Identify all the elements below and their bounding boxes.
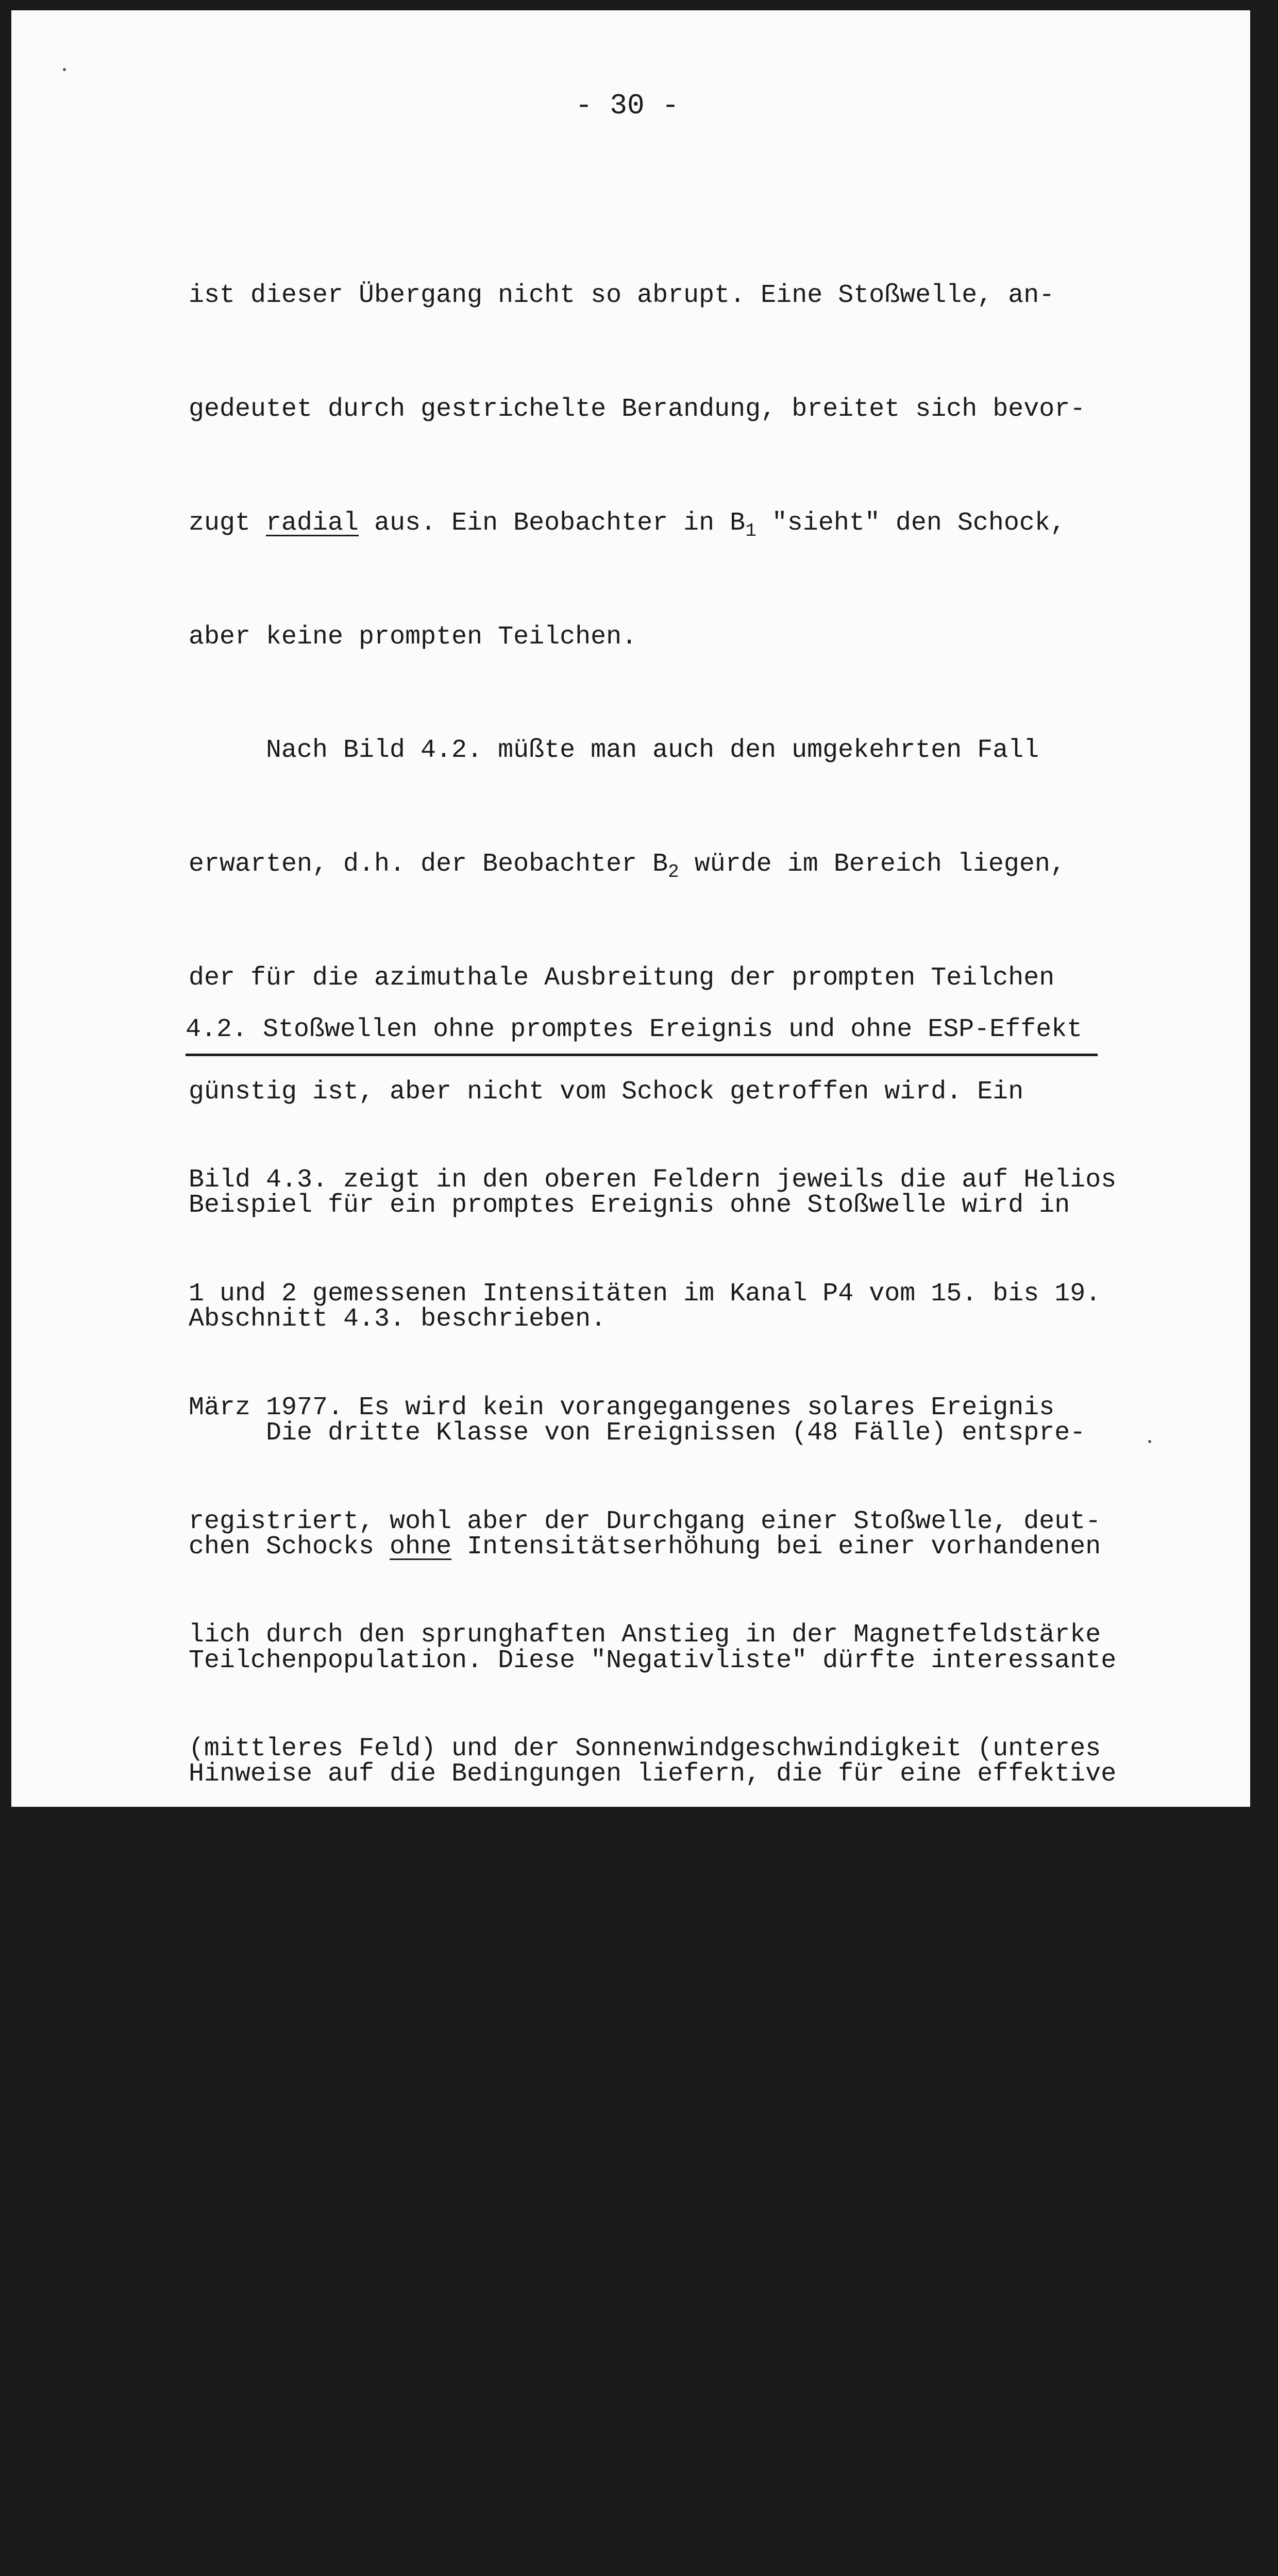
text-segment: aus. Ein Beobachter in B	[359, 508, 746, 538]
text-line: Abschnitt 4.3. beschrieben.	[189, 1304, 607, 1334]
text-line: Bild 4.3. zeigt in den oberen Feldern jeweils die auf Helios	[189, 1165, 1117, 1195]
text-segment: "sieht" den Schock,	[756, 508, 1066, 538]
text-line: Nach Bild 4.2. müßte man auch den umgekehrten Fall	[266, 736, 1039, 766]
text-line: erwarten, der 1 bis 2 1/2 Tage vor Durchgang der Stoßwelle	[189, 2303, 1086, 2332]
text-segment: zugt	[189, 508, 266, 538]
underlined-word-ohne: ohne	[390, 1532, 452, 1562]
text-line: (mittleres Feld) und der Sonnenwindgeschwindigkeit (unteres	[189, 1734, 1101, 1764]
text-line: günstig ist, aber nicht vom Schock getroffen wird. Ein	[189, 1077, 1024, 1107]
text-line: Schock. Die Lage von H1 und H2 relativ zur Sonne ist mitge-	[189, 1961, 1101, 1991]
text-segment: erwarten, d.h. der Beobachter B	[189, 850, 668, 879]
text-line: lich durch den sprunghaften Anstieg in der Magnetfeldstärke	[189, 1620, 1101, 1650]
text-line: Schock-Beschleunigung erforderlich sind. Ein Beispiel dafür	[189, 1873, 1101, 1903]
text-line: Feld) sichtbar. Es handelt sich allerdings um einen schwachen	[189, 1848, 1132, 1877]
text-line: ist dieser Übergang nicht so abrupt. Eine Stoßwelle, an-	[189, 281, 1055, 311]
paper-speck	[1148, 1440, 1151, 1443]
text-segment: chen Schocks	[189, 1532, 390, 1562]
text-line: registriert, wohl aber der Durchgang einer Stoßwelle, deut-	[189, 1506, 1101, 1536]
text-line: 1 und 2 gemessenen Intensitäten im Kanal P4 vom 15. bis 19.	[189, 1279, 1101, 1309]
text-line: März 1977. Es wird kein vorangegangenes solares Ereignis	[189, 1393, 1055, 1422]
text-segment: Intensitätserhöhung bei einer vorhandenen	[451, 1532, 1101, 1562]
text-line: liegt. In diesem Zeitraum werden nur sehr wenige Flares be-	[189, 2416, 1101, 2446]
section-heading: 4.2. Stoßwellen ohne promptes Ereignis und ohne ESP-Effekt	[186, 1015, 1083, 1044]
text-line	[189, 504, 1116, 543]
text-line: Beispiel für ein promptes Ereignis ohne Stoßwelle wird in	[189, 1191, 1070, 1221]
text-segment: würde im Bereich liegen,	[679, 850, 1066, 879]
subscript: 2	[668, 861, 679, 883]
subscript: 1	[745, 520, 756, 541]
text-line: liegt auf der Untersuchung der großen Ereignisse, Abschnitt	[189, 2214, 1101, 2244]
page-number: - 30 -	[575, 89, 679, 122]
text-line: wird in Abschnitt 4.4. vorgestellt. Diese Fälle werden in	[189, 1987, 1070, 2016]
text-line: Teilchenpopulation. Diese "Negativliste" dürfte interessante	[189, 1646, 1117, 1675]
section-body	[189, 1086, 1132, 2576]
document-page	[11, 10, 1250, 2560]
text-line: Die dritte Klasse von Ereignissen (48 Fälle) entspre-	[266, 1418, 1086, 1448]
text-line: Hinweise auf die Bedingungen liefern, die für eine effektive	[189, 1759, 1117, 1789]
text-line: zeigt. Nimmt man für die Geschwindigkeit der Stoßwelle	[189, 2075, 1024, 2105]
heading-underline	[186, 1054, 1098, 1056]
text-line	[189, 845, 1116, 884]
text-line: der für die azimuthale Ausbreitung der prompten Teilchen	[189, 963, 1055, 993]
text-line: aber keine prompten Teilchen.	[189, 622, 637, 652]
paper-speck	[63, 68, 66, 71]
text-line: gedeutet durch gestrichelte Berandung, breitet sich bevor-	[189, 394, 1086, 424]
text-line: obachtet. Die beobachteten Flares haben eine Importance von	[189, 2530, 1101, 2560]
text-line: 500 - 1000 km/s an, so kann man einen Flarezeitpunkt	[189, 2189, 993, 2219]
text-line: dieser Arbeit jedoch nicht weiter verfolgt. Das Hauptgewicht	[189, 2100, 1117, 2130]
underlined-word-radial: radial	[266, 508, 359, 538]
text-line: 4.5. und Kapitel 5.	[189, 2328, 483, 2358]
